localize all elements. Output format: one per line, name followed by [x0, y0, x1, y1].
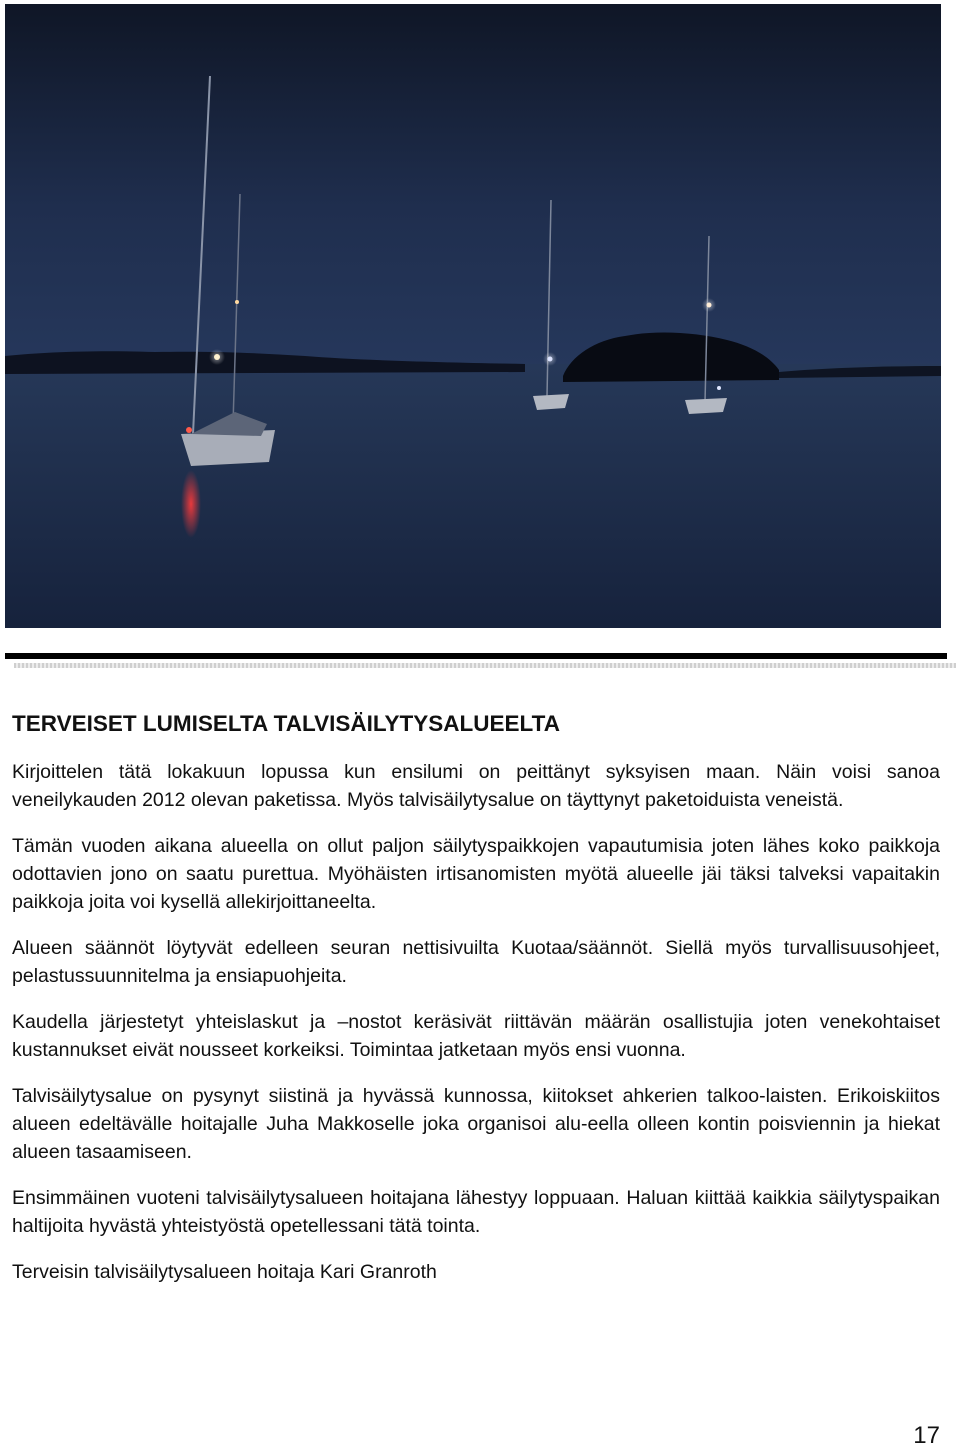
night-harbor-photo — [5, 4, 941, 628]
article-title: TERVEISET LUMISELTA TALVISÄILYTYSALUEELTA — [12, 711, 560, 736]
paragraph: Ensimmäinen vuoteni talvisäilytysalueen hoitajana lähestyy loppuaan. Haluan kiittää kaikkia säilytyspaikan haltijoita hyvästä yhteistyöstä opetellessani tätä tointa. — [12, 1187, 940, 1237]
sky — [5, 4, 941, 374]
mast-light — [235, 300, 239, 304]
paragraph: Alueen säännöt löytyvät edelleen seuran nettisivuilta Kuotaa/säännöt. Siellä myös turvallisuusohjeet, pelastussuunnitelma ja ensiapuohjeita. — [12, 937, 940, 987]
water — [5, 364, 941, 628]
section-divider — [5, 653, 947, 659]
article — [12, 708, 940, 1286]
red-light-reflection — [181, 470, 201, 538]
sailboats-at-night-illustration — [5, 4, 941, 628]
paragraph: Talvisäilytysalue on pysynyt siistinä ja hyvässä kunnossa, kiitokset ahkerien talkoo-laisten. Erikoiskiitos alueen edeltävälle hoitajalle Juha Makkoselle joka organisoi alu-eella olleen kontin poisviennin ja hiekat alueen tasaamiseen. — [12, 1085, 940, 1163]
paragraph: Kaudella järjestetyt yhteislaskut ja –nostot keräsivät riittävän määrän osallistujia joten venekohtaiset kustannukset eivät nousseet korkeiksi. Toimintaa jatketaan myös ensi vuonna. — [12, 1011, 940, 1061]
section-divider-shadow — [14, 663, 956, 668]
paragraph: Kirjoittelen tätä lokakuun lopussa kun ensilumi on peittänyt syksyisen maan. Näin voisi sanoa veneilykauden 2012 olevan paketissa. Myös talvisäilytysalue on täyttynyt paketoiduista veneistä. — [12, 761, 940, 811]
paragraph: Tämän vuoden aikana alueella on ollut paljon säilytyspaikkojen vapautumisia joten lähes koko paikkoja odottavien jono on saatu purettua. Myöhäisten irtisanomisten myötä alueelle jäi täksi talveksi vapaitakin paikkoja joita voi kysellä allekirjoittaneelta. — [12, 835, 940, 913]
signature: Terveisin talvisäilytysalueen hoitaja Kari Granroth — [12, 1261, 437, 1283]
page-number: 17 — [913, 1422, 940, 1449]
